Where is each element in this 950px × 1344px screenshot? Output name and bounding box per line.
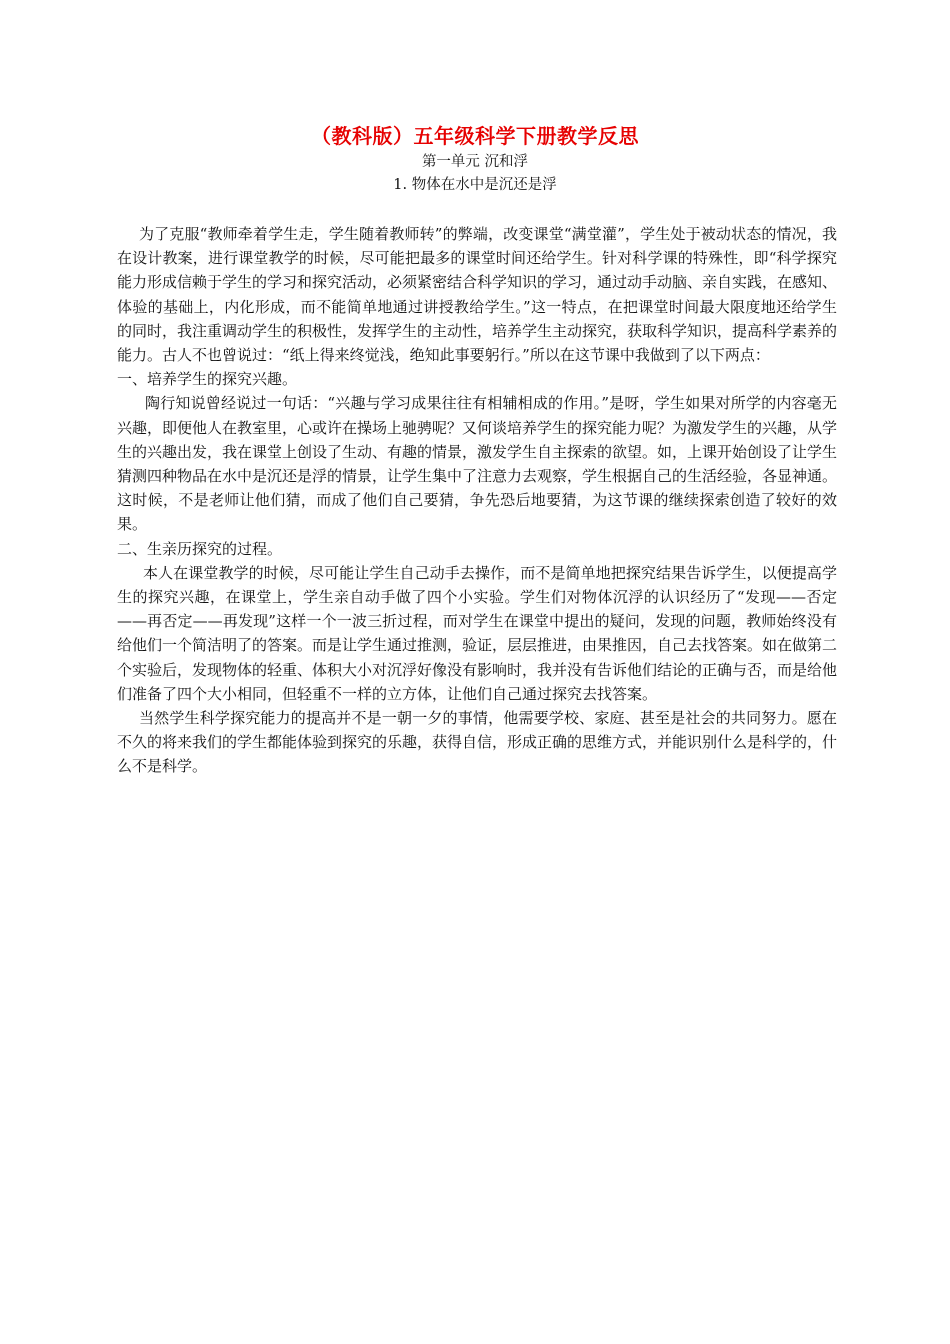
document-body — [117, 222, 837, 779]
paragraph-process: 本人在课堂教学的时候，尽可能让学生自己动手去操作，而不是简单地把探究结果告诉学生，以便提高学生的探究兴趣，在课堂上，学生亲自动手做了四个小实验。学生们对物体沉浮的认识经历了“发现——否定——再否定——再发现”这样一个一波三折过程，而对学生在课堂中提出的疑问，发现的问题，教师始终没有给他们一个简洁明了的答案。而是让学生通过推测，验证，层层推进，由果推因，自己去找答案。如在做第二个实验后，发现物体的轻重、体积大小对沉浮好像没有影响时，我并没有告诉他们结论的正确与否，而是给他们准备了四个大小相同，但轻重不一样的立方体，让他们自己通过探究去找答案。 — [117, 563, 838, 703]
lesson-heading: 1. 物体在水中是沉还是浮 — [393, 177, 557, 193]
document-title: （教科版）五年级科学下册教学反思 — [311, 124, 639, 148]
paragraph-intro: 为了克服“教师牵着学生走，学生随着教师转”的弊端，改变课堂“满堂灌”，学生处于被动状态的情况，我在设计教案，进行课堂教学的时候，尽可能把最多的课堂时间还给学生。针对科学课的特殊性，即“科学探究能力形成信赖于学生的学习和探究活动，必须紧密结合科学知识的学习，通过动手动脑、亲自实践，在感知、体验的基础上，内化形成，而不能简单地通过讲授教给学生。”这一特点，在把课堂时间最大限度地还给学生的同时，我注重调动学生的积极性，发挥学生的主动性，培养学生主动探究，获取科学知识，提高科学素养的能力。古人不也曾说过：“纸上得来终觉浅，绝知此事要躬行。”所以在这节课中我做到了以下两点： — [117, 225, 838, 365]
paragraph-interest: 陶行知说曾经说过一句话：“兴趣与学习成果往往有相辅相成的作用。”是呀，学生如果对所学的内容毫无兴趣，即便他人在教室里，心或许在操场上驰骋呢？又何谈培养学生的探究能力呢？为激发学生的兴趣，从学生的兴趣出发，我在课堂上创设了生动、有趣的情景，激发学生自主探索的欲望。如，上课开始创设了让学生猜测四种物品在水中是沉还是浮的情景，让学生集中了注意力去观察，学生根据自己的生活经验，各显神通。这时候，不是老师让他们猜，而成了他们自己要猜，争先恐后地要猜，为这节课的继续探索创造了较好的效果。 — [117, 394, 838, 534]
unit-heading: 第一单元 沉和浮 — [421, 154, 529, 170]
paragraph-conclusion: 当然学生科学探究能力的提高并不是一朝一夕的事情，他需要学校、家庭、甚至是社会的共同努力。愿在不久的将来我们的学生都能体验到探究的乐趣，获得自信，形成正确的思维方式，并能识别什么是科学的，什么不是科学。 — [117, 709, 838, 776]
section-heading-process: 二、生亲历探究的过程。 — [117, 539, 283, 558]
section-heading-interest: 一、培养学生的探究兴趣。 — [117, 370, 298, 389]
